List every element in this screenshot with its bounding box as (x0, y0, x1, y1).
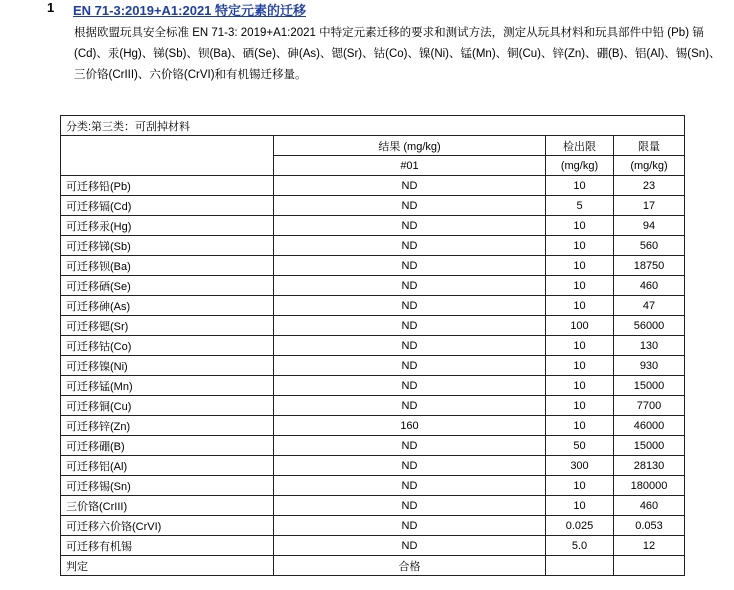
limit-header-cell: 限量 (614, 136, 685, 156)
limit-cell: 17 (614, 196, 685, 216)
element-name-cell: 可迁移硒(Se) (61, 276, 274, 296)
detection-limit-cell: 10 (546, 356, 614, 376)
result-cell: ND (274, 316, 546, 336)
table-row (61, 256, 685, 276)
result-cell: ND (274, 396, 546, 416)
migration-results-table (60, 115, 685, 576)
detection-limit-cell: 10 (546, 336, 614, 356)
table-row (61, 496, 685, 516)
limit-cell: 47 (614, 296, 685, 316)
element-name-cell: 可迁移锑(Sb) (61, 236, 274, 256)
limit-cell: 460 (614, 496, 685, 516)
empty-cell (546, 556, 614, 576)
result-cell: ND (274, 276, 546, 296)
element-name-cell: 可迁移镉(Cd) (61, 196, 274, 216)
detection-limit-cell: 10 (546, 276, 614, 296)
table-row (61, 296, 685, 316)
intro-line: (Cd)、汞(Hg)、锑(Sb)、钡(Ba)、硒(Se)、砷(As)、锶(Sr)、钴(Co)、镍(Ni)、锰(Mn)、铜(Cu)、锌(Zn)、硼(B)、铝(Al)、锡(Sn)、 (74, 48, 721, 60)
table-row (61, 416, 685, 436)
verdict-row (61, 556, 685, 576)
element-name-cell: 可迁移锰(Mn) (61, 376, 274, 396)
detection-limit-cell: 10 (546, 396, 614, 416)
intro-paragraph (74, 23, 721, 86)
element-name-cell: 可迁移镍(Ni) (61, 356, 274, 376)
limit-cell: 56000 (614, 316, 685, 336)
result-cell: ND (274, 256, 546, 276)
result-cell: ND (274, 176, 546, 196)
element-name-cell: 三价铬(CrIII) (61, 496, 274, 516)
detection-limit-cell: 5 (546, 196, 614, 216)
result-cell: ND (274, 376, 546, 396)
intro-line: 三价铬(CrIII)、六价铬(CrVI)和有机锡迁移量。 (74, 69, 307, 81)
table-row (61, 516, 685, 536)
result-cell: ND (274, 296, 546, 316)
limit-cell: 94 (614, 216, 685, 236)
result-cell: ND (274, 456, 546, 476)
limit-cell: 460 (614, 276, 685, 296)
item-header-cell (61, 136, 274, 176)
detection-limit-cell: 10 (546, 416, 614, 436)
table-row (61, 376, 685, 396)
section-heading (47, 0, 306, 19)
result-header-cell: 结果 (mg/kg) (274, 136, 546, 156)
table-row (61, 316, 685, 336)
verdict-value-cell: 合格 (274, 556, 546, 576)
limit-cell: 560 (614, 236, 685, 256)
table-row (61, 436, 685, 456)
limit-cell: 0.053 (614, 516, 685, 536)
element-name-cell: 可迁移锶(Sr) (61, 316, 274, 336)
detection-limit-cell: 0.025 (546, 516, 614, 536)
detection-limit-cell: 10 (546, 236, 614, 256)
limit-cell: 12 (614, 536, 685, 556)
detection-limit-cell: 300 (546, 456, 614, 476)
table-row (61, 176, 685, 196)
element-name-cell: 可迁移锌(Zn) (61, 416, 274, 436)
section-title: EN 71-3:2019+A1:2021 特定元素的迁移 (73, 3, 307, 18)
detection-limit-cell: 10 (546, 176, 614, 196)
result-cell: ND (274, 216, 546, 236)
element-name-cell: 可迁移钴(Co) (61, 336, 274, 356)
intro-line: 根据欧盟玩具安全标准 EN 71-3: 2019+A1:2021 中特定元素迁移的要求和测试方法，测定从玩具材料和玩具部件中铅 (Pb) 镉 (74, 27, 704, 39)
element-name-cell: 可迁移铅(Pb) (61, 176, 274, 196)
category-row (61, 116, 685, 136)
limit-cell: 930 (614, 356, 685, 376)
result-cell: ND (274, 196, 546, 216)
limit-cell: 130 (614, 336, 685, 356)
result-cell: ND (274, 496, 546, 516)
element-name-cell: 可迁移硼(B) (61, 436, 274, 456)
limit-cell: 18750 (614, 256, 685, 276)
header-row (61, 136, 685, 156)
result-cell: ND (274, 236, 546, 256)
limit-cell: 15000 (614, 436, 685, 456)
result-cell: ND (274, 476, 546, 496)
limit-unit-cell: (mg/kg) (614, 156, 685, 176)
element-name-cell: 可迁移六价铬(CrVI) (61, 516, 274, 536)
limit-cell: 23 (614, 176, 685, 196)
element-name-cell: 可迁移锡(Sn) (61, 476, 274, 496)
detection-limit-cell: 10 (546, 216, 614, 236)
detection-limit-cell: 10 (546, 496, 614, 516)
detection-limit-cell: 10 (546, 296, 614, 316)
result-cell: ND (274, 436, 546, 456)
detection-limit-cell: 10 (546, 256, 614, 276)
table-row (61, 336, 685, 356)
table-row (61, 476, 685, 496)
table-row (61, 536, 685, 556)
detection-limit-header-cell: 检出限 (546, 136, 614, 156)
detection-limit-cell: 10 (546, 376, 614, 396)
result-cell: ND (274, 536, 546, 556)
limit-cell: 28130 (614, 456, 685, 476)
sample-id-cell: #01 (274, 156, 546, 176)
limit-cell: 7700 (614, 396, 685, 416)
section-number: 1 (47, 0, 55, 15)
result-cell: ND (274, 516, 546, 536)
table-row (61, 216, 685, 236)
detection-limit-cell: 5.0 (546, 536, 614, 556)
category-cell: 分类:第三类：可刮掉材料 (61, 116, 685, 136)
element-name-cell: 可迁移钡(Ba) (61, 256, 274, 276)
element-name-cell: 可迁移有机锡 (61, 536, 274, 556)
table-row (61, 276, 685, 296)
verdict-label-cell: 判定 (61, 556, 274, 576)
limit-cell: 15000 (614, 376, 685, 396)
table-row (61, 456, 685, 476)
table-row (61, 396, 685, 416)
table-body (61, 116, 685, 576)
limit-cell: 180000 (614, 476, 685, 496)
table-row (61, 196, 685, 216)
element-name-cell: 可迁移砷(As) (61, 296, 274, 316)
result-cell: 160 (274, 416, 546, 436)
element-name-cell: 可迁移汞(Hg) (61, 216, 274, 236)
detection-limit-cell: 100 (546, 316, 614, 336)
result-cell: ND (274, 336, 546, 356)
table-row (61, 356, 685, 376)
element-name-cell: 可迁移铜(Cu) (61, 396, 274, 416)
detection-limit-cell: 10 (546, 476, 614, 496)
detection-unit-cell: (mg/kg) (546, 156, 614, 176)
limit-cell: 46000 (614, 416, 685, 436)
element-name-cell: 可迁移铝(Al) (61, 456, 274, 476)
table-row (61, 236, 685, 256)
detection-limit-cell: 50 (546, 436, 614, 456)
empty-cell (614, 556, 685, 576)
result-cell: ND (274, 356, 546, 376)
